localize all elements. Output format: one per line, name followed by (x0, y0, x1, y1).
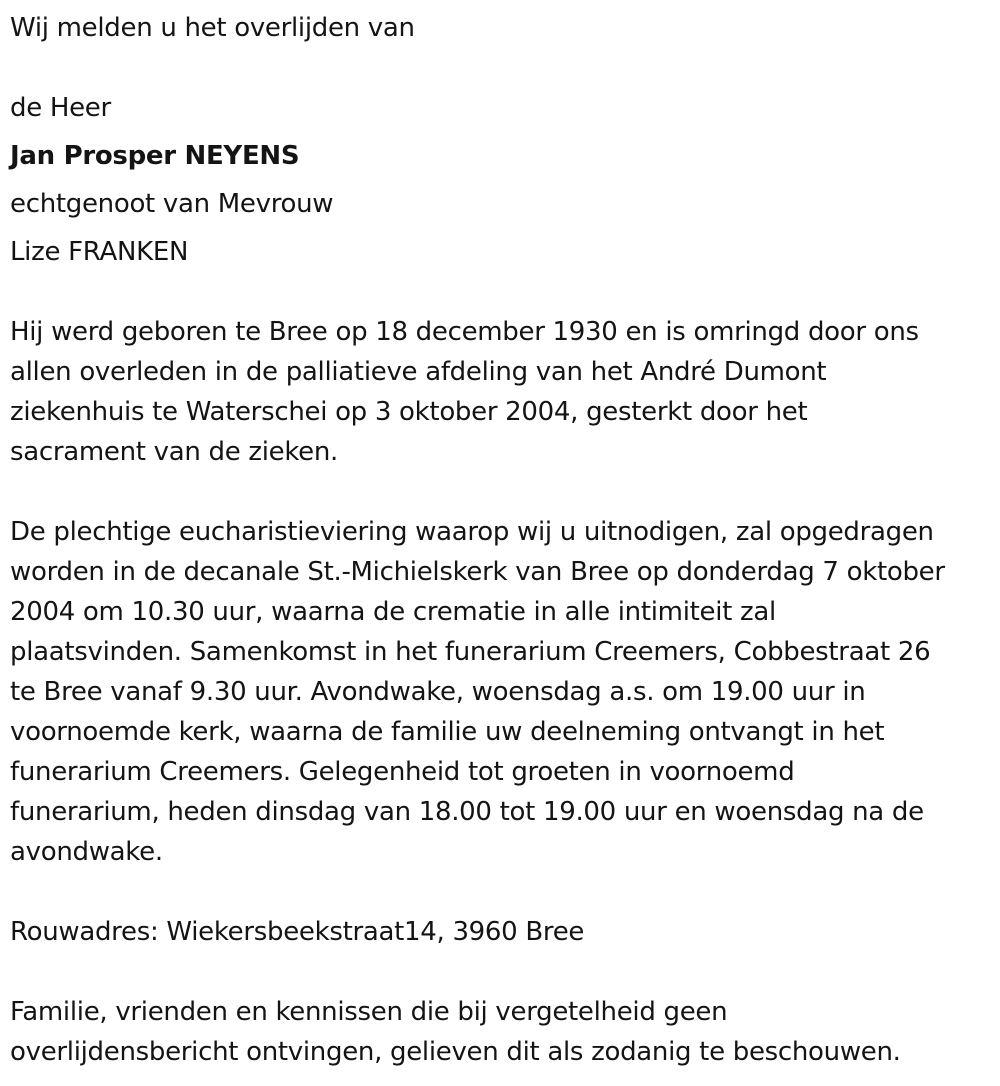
paragraph-line: 2004 om 10.30 uur, waarna de crematie in alle intimiteit zal (10, 597, 776, 627)
obituary-notice (10, 8, 995, 1072)
paragraph-line: Hij werd geboren te Bree op 18 december 1930 en is omringd door ons (10, 317, 919, 347)
paragraph-line: avondwake. (10, 837, 163, 867)
paragraph-line: plaatsvinden. Samenkomst in het funerarium Creemers, Cobbestraat 26 (10, 637, 931, 667)
spacer (10, 48, 995, 88)
spacer (10, 872, 995, 912)
spacer (10, 952, 995, 992)
paragraph-line: Familie, vrienden en kennissen die bij vergetelheid geen (10, 997, 728, 1027)
mourning-address: Rouwadres: Wiekersbeekstraat14, 3960 Bree (10, 917, 585, 947)
paragraph-line: funerarium, heden dinsdag van 18.00 tot 19.00 uur en woensdag na de (10, 797, 924, 827)
deceased-name: Jan Prosper NEYENS (10, 141, 300, 171)
paragraph-line: allen overleden in de palliatieve afdeling van het André Dumont (10, 357, 827, 387)
paragraph-line: De plechtige eucharistieviering waarop wij u uitnodigen, zal opgedragen (10, 517, 934, 547)
spacer (10, 272, 995, 312)
ceremony-paragraph (10, 512, 995, 872)
paragraph-line: voornoemde kerk, waarna de familie uw deelneming ontvangt in het (10, 717, 885, 747)
paragraph-line: sacrament van de zieken. (10, 437, 339, 467)
spouse-name: Lize FRANKEN (10, 237, 189, 267)
paragraph-line: worden in de decanale St.-Michielskerk van Bree op donderdag 7 oktober (10, 557, 945, 587)
birth-paragraph (10, 312, 995, 472)
paragraph-line: funerarium Creemers. Gelegenheid tot groeten in voornoemd (10, 757, 795, 787)
closing-paragraph (10, 992, 995, 1072)
paragraph-line: overlijdensbericht ontvingen, gelieven dit als zodanig te beschouwen. (10, 1037, 901, 1067)
spacer (10, 472, 995, 512)
paragraph-line: te Bree vanaf 9.30 uur. Avondwake, woensdag a.s. om 19.00 uur in (10, 677, 866, 707)
title-prefix: de Heer (10, 93, 111, 123)
spouse-label: echtgenoot van Mevrouw (10, 189, 334, 219)
intro-text: Wij melden u het overlijden van (10, 13, 415, 43)
paragraph-line: ziekenhuis te Waterschei op 3 oktober 2004, gesterkt door het (10, 397, 808, 427)
